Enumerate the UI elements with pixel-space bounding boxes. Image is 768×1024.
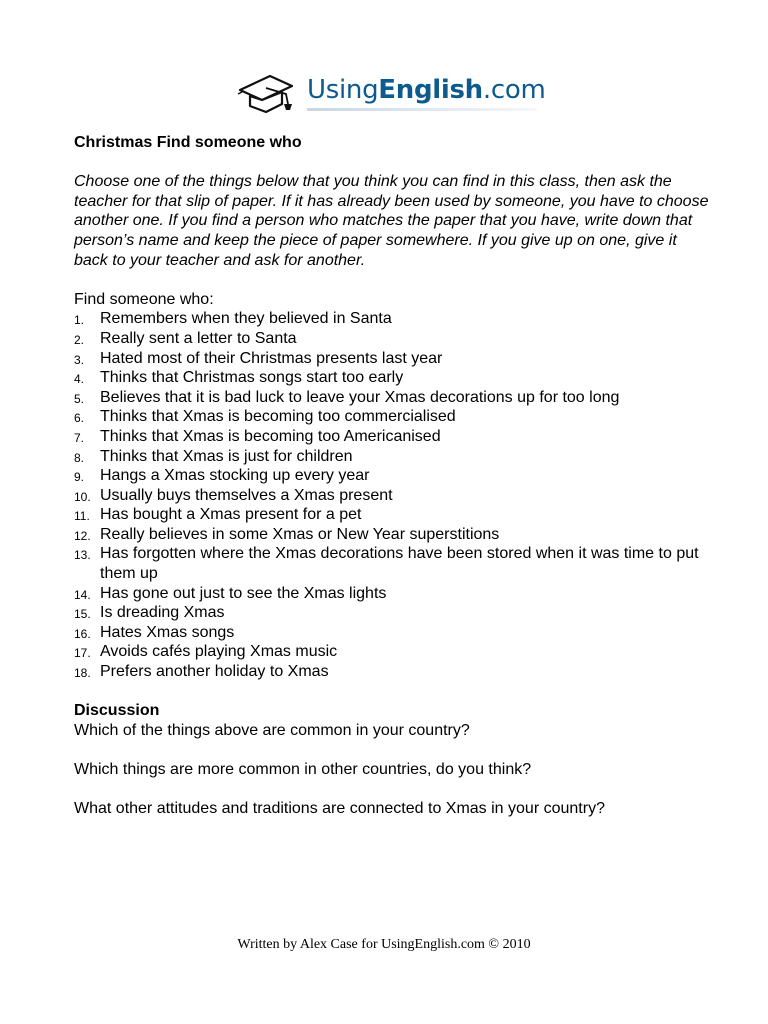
list-item-number: 13.: [74, 548, 91, 563]
worksheet-title: Christmas Find someone who: [74, 134, 302, 151]
discussion-question-2: Which things are more common in other countries, do you think?: [74, 761, 532, 778]
discussion-question-3: What other attitudes and traditions are connected to Xmas in your country?: [74, 800, 605, 818]
find-someone-lead: Find someone who:: [74, 290, 214, 308]
list-item-number: 18.: [74, 666, 91, 681]
list-item: [74, 486, 714, 506]
list-item: [74, 662, 714, 682]
list-item-text: Usually buys themselves a Xmas present: [100, 486, 393, 504]
list-item: [74, 368, 714, 388]
list-item: [74, 623, 714, 643]
list-item: [74, 309, 714, 329]
list-item-text: Has bought a Xmas present for a pet: [100, 506, 362, 524]
list-item-text: Remembers when they believed in Santa: [100, 310, 392, 328]
list-item: [74, 525, 714, 545]
list-item-number: 12.: [74, 528, 91, 543]
list-item: [74, 427, 714, 447]
list-item-text: Has forgotten where the Xmas decorations have been stored when it was time to put them up: [100, 545, 699, 583]
list-item: [74, 584, 714, 604]
logo-underline: [307, 108, 537, 111]
list-item-text: Hangs a Xmas stocking up every year: [100, 467, 370, 485]
list-item-number: 15.: [74, 607, 91, 622]
logo-dotcom: .com: [482, 75, 546, 105]
list-item-text: Is dreading Xmas: [100, 604, 225, 622]
list-item-number: 11.: [74, 509, 90, 524]
list-item-number: 7.: [74, 430, 85, 445]
list-item-text: Really sent a letter to Santa: [100, 329, 297, 347]
list-item: [74, 447, 714, 467]
list-item-number: 5.: [74, 391, 85, 406]
list-item-text: Believes that it is bad luck to leave your Xmas decorations up for too long: [100, 388, 620, 406]
list-item: [74, 505, 714, 525]
instructions-paragraph: Choose one of the things below that you think you can find in this class, then ask the teacher for that slip of paper. If it has already been used by someone, you have to choose another one. If you find a person who matches the paper that you have, write down that person’s name and keep the piece of paper somewhere. If you give up on one, give it back to your teacher and ask for another.: [74, 173, 709, 269]
list-item-number: 16.: [74, 626, 91, 641]
list-item-text: Really believes in some Xmas or New Year superstitions: [100, 525, 500, 543]
list-item-text: Thinks that Xmas is becoming too Americanised: [100, 427, 441, 445]
logo-english: English: [378, 75, 483, 105]
list-item: [74, 466, 714, 486]
list-item-text: Thinks that Xmas is becoming too commercialised: [100, 408, 456, 426]
list-item-number: 6.: [74, 411, 85, 426]
list-item: [74, 388, 714, 408]
list-item-text: Hated most of their Christmas presents last year: [100, 349, 443, 367]
list-item-text: Hates Xmas songs: [100, 623, 235, 641]
worksheet-body: [74, 133, 714, 819]
list-item: [74, 329, 714, 349]
logo-wordmark: [307, 75, 546, 105]
list-item-number: 10.: [74, 489, 91, 504]
footer-credit: Written by Alex Case for UsingEnglish.com © 2010: [237, 937, 531, 952]
discussion-question-1: Which of the things above are common in your country?: [74, 721, 470, 739]
list-item-number: 9.: [74, 470, 85, 485]
site-logo: [236, 70, 546, 114]
list-item-number: 3.: [74, 352, 85, 367]
list-item-number: 14.: [74, 587, 91, 602]
list-item-text: Has gone out just to see the Xmas lights: [100, 584, 387, 602]
list-item-number: 2.: [74, 332, 85, 347]
list-item: [74, 603, 714, 623]
list-item-text: Thinks that Christmas songs start too early: [100, 369, 404, 387]
list-item-number: 8.: [74, 450, 85, 465]
graduation-cap-icon: [236, 70, 298, 114]
find-someone-list: [74, 309, 714, 681]
list-item-number: 1.: [74, 313, 85, 328]
logo-using: Using: [307, 75, 379, 105]
list-item: [74, 407, 714, 427]
list-item: [74, 642, 714, 662]
list-item-number: 17.: [74, 646, 91, 661]
list-item-text: Avoids cafés playing Xmas music: [100, 643, 338, 661]
list-item: [74, 544, 714, 583]
list-item-number: 4.: [74, 372, 85, 387]
discussion-heading: Discussion: [74, 702, 160, 720]
list-item-text: Prefers another holiday to Xmas: [100, 663, 329, 681]
list-item-text: Thinks that Xmas is just for children: [100, 447, 353, 465]
list-item: [74, 349, 714, 369]
